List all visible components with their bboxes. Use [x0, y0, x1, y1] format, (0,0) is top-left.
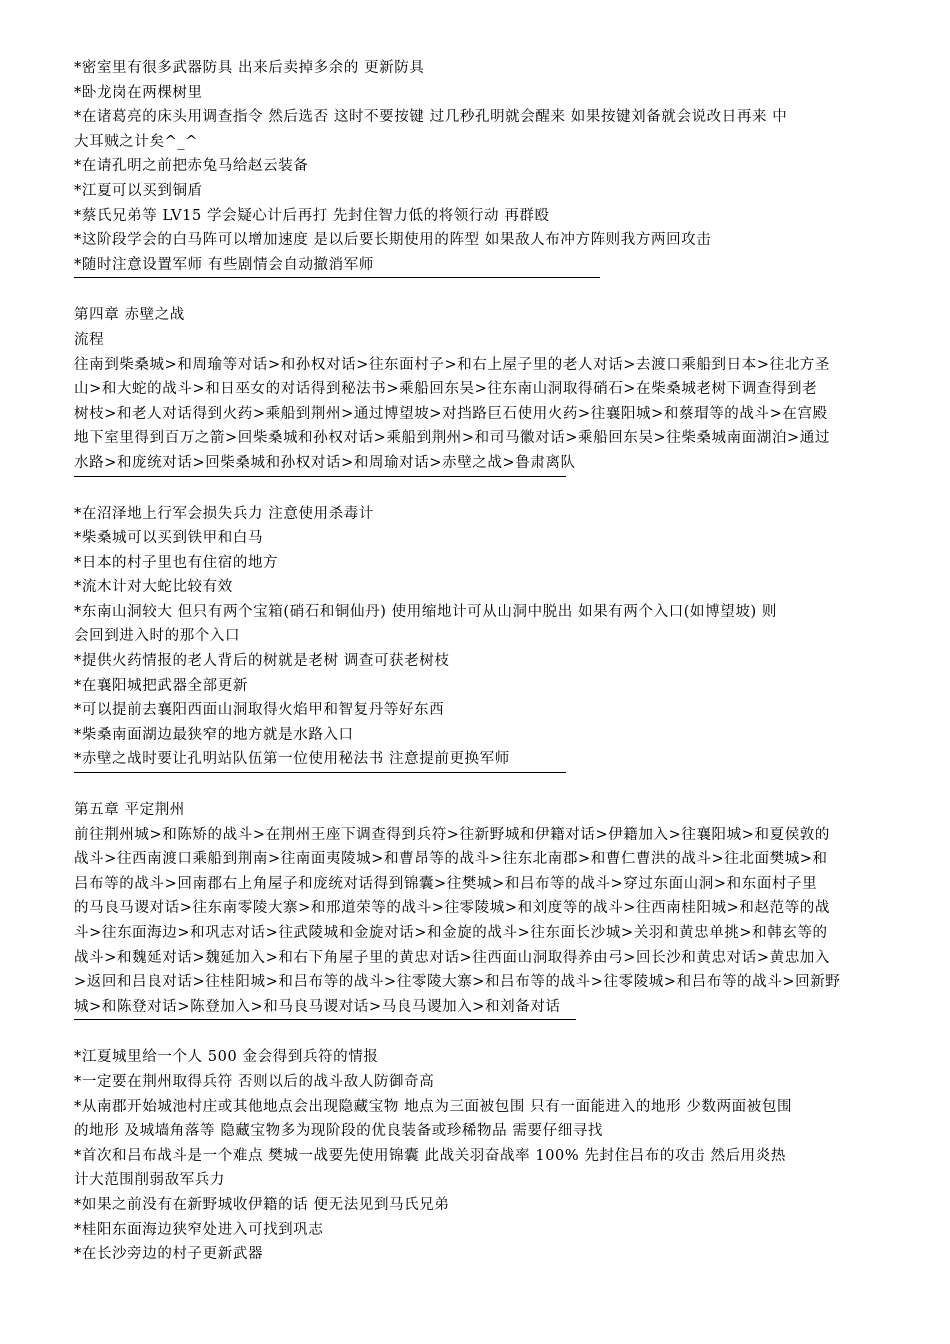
flow-line: 水路>和庞统对话>回柴桑城和孙权对话>和周瑜对话>赤壁之战>鲁肃离队	[74, 454, 576, 471]
note-line: *提供火药情报的老人背后的树就是老树 调查可获老树枝	[74, 653, 450, 670]
note-line: *江夏城里给一个人 500 金会得到兵符的情报	[74, 1049, 379, 1066]
note-line: *日本的村子里也有住宿的地方	[74, 554, 279, 571]
note-line: *一定要在荆州取得兵符 否则以后的战斗敌人防御奇高	[74, 1073, 435, 1090]
flow-line: 前往荆州城>和陈矫的战斗>在荆州王座下调查得到兵符>往新野城和伊籍对话>伊籍加入>往襄阳城>和夏侯敦的	[74, 826, 830, 843]
chapter4-flow-label: 流程	[74, 331, 105, 348]
spacer	[74, 278, 878, 303]
note-line: *柴桑南面湖边最狭窄的地方就是水路入口	[74, 726, 354, 743]
note-line: *在沼泽地上行军会损失兵力 注意使用杀毒计	[74, 505, 374, 522]
note-line: *这阶段学会的白马阵可以增加速度 是以后要长期使用的阵型 如果敌人布冲方阵则我方两回攻击	[74, 232, 712, 249]
flow-line: >返回和吕良对话>往桂阳城>和吕布等的战斗>往零陵大寨>和吕布等的战斗>往零陵城>和吕布等的战斗>回新野	[74, 974, 841, 991]
section3-notes	[74, 56, 878, 277]
flow-line: 山>和大蛇的战斗>和日巫女的对话得到秘法书>乘船回东吴>往东南山洞取得硝石>在柴桑城老树下调查得到老	[74, 381, 818, 398]
spacer	[74, 477, 878, 502]
note-line: 的地形 及城墙角落等 隐藏宝物多为现阶段的优良装备或珍稀物品 需要仔细寻找	[74, 1123, 604, 1140]
note-line: *桂阳东面海边狭窄处进入可找到巩志	[74, 1221, 324, 1238]
note-line: 计大范围削弱敌军兵力	[74, 1172, 225, 1189]
flow-line: 斗>往东面海边>和巩志对话>往武陵城和金旋对话>和金旋的战斗>往东面长沙城>关羽和黄忠单挑>和韩玄等的	[74, 925, 828, 941]
note-line: *在请孔明之前把赤兔马给赵云装备	[74, 158, 309, 175]
note-line: *在襄阳城把武器全部更新	[74, 677, 248, 694]
chapter5-notes	[74, 1045, 878, 1266]
note-line: *密室里有很多武器防具 出来后卖掉多余的 更新防具	[74, 60, 425, 76]
note-line: 大耳贼之计矣^_^	[74, 133, 198, 150]
chapter5-title: 第五章 平定荆州	[74, 802, 185, 819]
flow-line: 城>和陈登对话>陈登加入>和马良马谡对话>马良马谡加入>和刘备对话	[74, 998, 561, 1015]
note-line: *流木计对大蛇比较有效	[74, 579, 233, 596]
note-line: *如果之前没有在新野城收伊籍的话 便无法见到马氏兄弟	[74, 1196, 450, 1213]
spacer	[74, 773, 878, 798]
flow-line: 往南到柴桑城>和周瑜等对话>和孙权对话>往东面村子>和右上屋子里的老人对话>去渡口乘船到日本>往北方圣	[74, 356, 830, 373]
note-line: *随时注意设置军师 有些剧情会自动撤消军师	[74, 256, 374, 273]
note-line: *从南郡开始城池村庄或其他地点会出现隐藏宝物 地点为三面被包围 只有一面能进入的地形 少数两面被包围	[74, 1098, 793, 1115]
flow-line: 吕布等的战斗>回南郡右上角屋子和庞统对话得到锦囊>往樊城>和吕布等的战斗>穿过东面山洞>和东面村子里	[74, 875, 818, 892]
chapter5-flow	[74, 823, 878, 1020]
note-line: 会回到进入时的那个入口	[74, 628, 241, 645]
note-line: *赤壁之战时要让孔明站队伍第一位使用秘法书 注意提前更换军师	[74, 751, 510, 768]
flow-line: 的马良马谡对话>往东南零陵大寨>和邢道荣等的战斗>往零陵城>和刘度等的战斗>往西南桂阳城>和赵范等的战	[74, 900, 830, 917]
note-line: *江夏可以买到铜盾	[74, 182, 203, 199]
flow-line: 战斗>往西南渡口乘船到荆南>往南面夷陵城>和曹昂等的战斗>往东北南郡>和曹仁曹洪的战斗>往北面樊城>和	[74, 851, 828, 868]
chapter4-flow	[74, 353, 878, 476]
chapter4-title: 第四章 赤壁之战	[74, 307, 185, 324]
note-line: *可以提前去襄阳西面山洞取得火焰甲和智复丹等好东西	[74, 702, 445, 719]
flow-line: 战斗>和魏延对话>魏延加入>和右下角屋子里的黄忠对话>往西面山洞取得养由弓>回长沙和黄忠对话>黄忠加入	[74, 949, 830, 966]
note-line: *在长沙旁边的村子更新武器	[74, 1246, 264, 1263]
note-line: *蔡氏兄弟等 LV15 学会疑心计后再打 先封住智力低的将领行动 再群殴	[74, 207, 550, 224]
flow-line: 树枝>和老人对话得到火药>乘船到荆州>通过博望坡>对挡路巨石使用火药>往襄阳城>和蔡瑁等的战斗>在宫殿	[74, 405, 828, 422]
chapter4-notes	[74, 502, 878, 773]
note-line: *首次和吕布战斗是一个难点 樊城一战要先使用锦囊 此战关羽奋战率 100% 先封住吕布的攻击 然后用炎热	[74, 1147, 786, 1164]
spacer	[74, 1020, 878, 1045]
note-line: *卧龙岗在两棵树里	[74, 84, 203, 101]
note-line: *东南山洞较大 但只有两个宝箱(硝石和铜仙丹) 使用缩地计可从山洞中脱出 如果有两个入口(如博望坡) 则	[74, 603, 778, 620]
note-line: *在诸葛亮的床头用调查指令 然后选否 这时不要按键 过几秒孔明就会醒来 如果按键刘备就会说改日再来 中	[74, 109, 788, 126]
flow-line: 地下室里得到百万之箭>回柴桑城和孙权对话>乘船到荆州>和司马徽对话>乘船回东吴>往柴桑城南面湖泊>通过	[74, 430, 830, 447]
note-line: *柴桑城可以买到铁甲和白马	[74, 530, 264, 547]
